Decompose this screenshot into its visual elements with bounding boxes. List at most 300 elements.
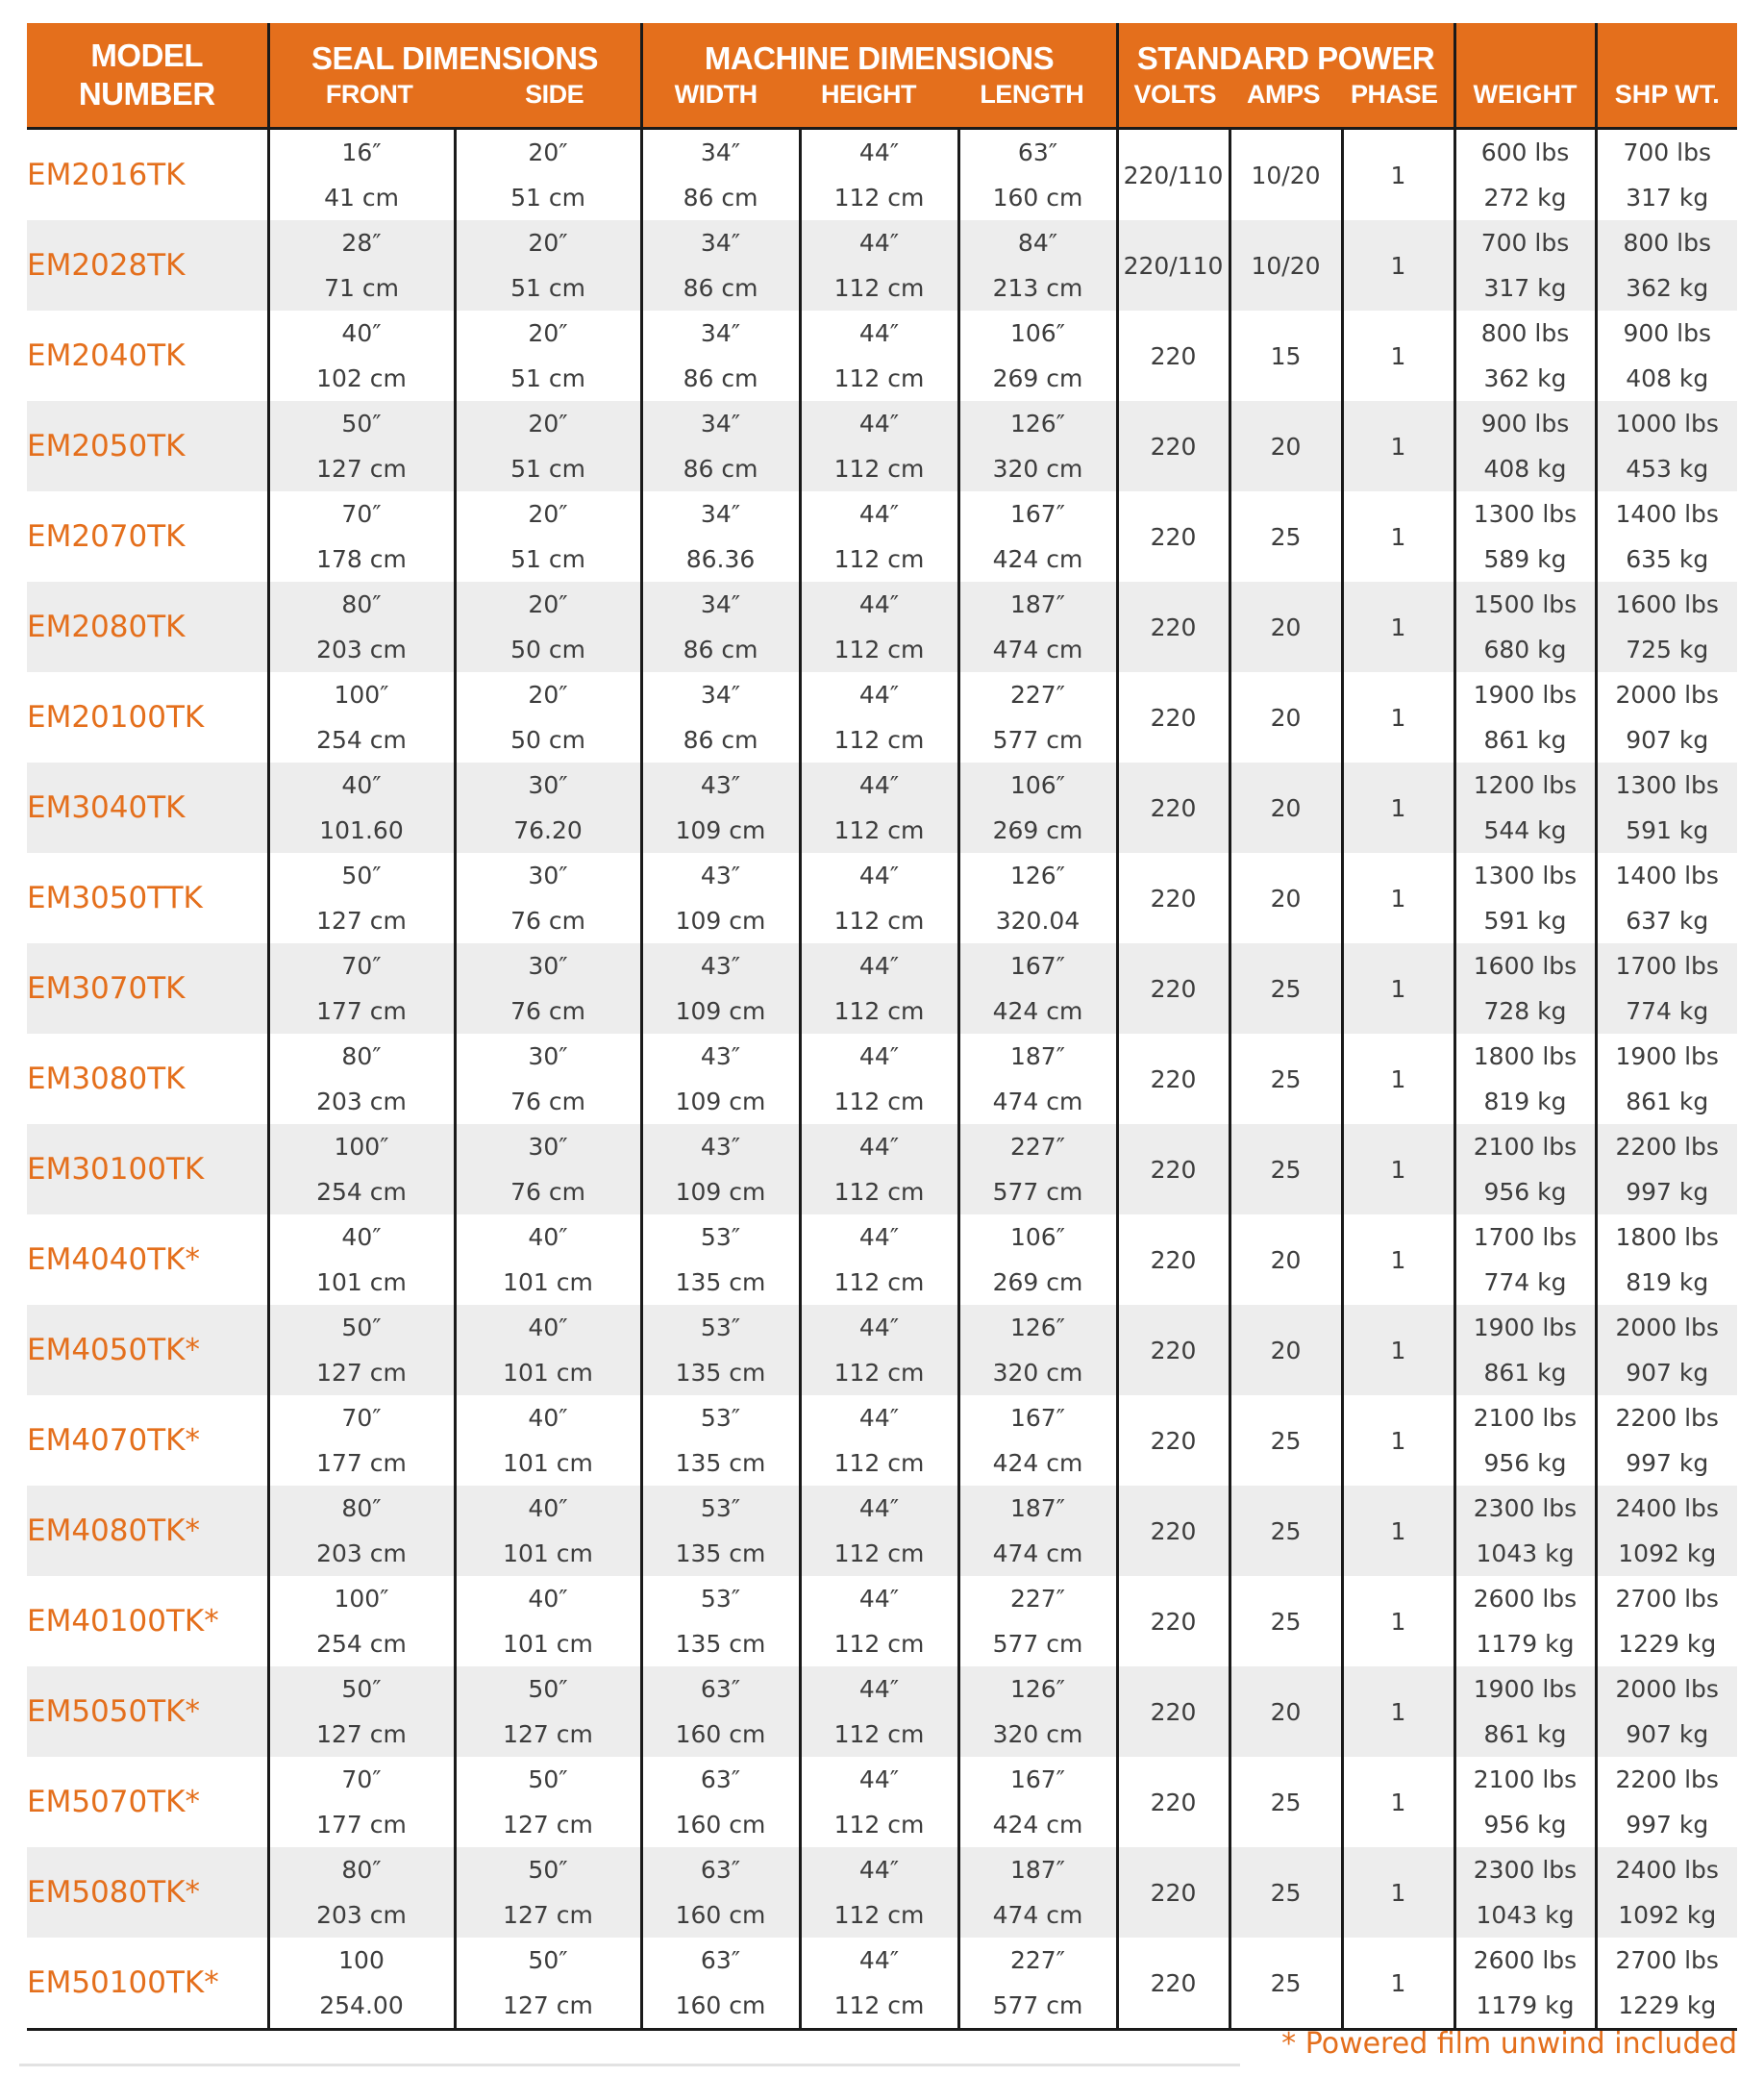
front-metric: 101 cm bbox=[316, 1268, 407, 1296]
side-cell bbox=[455, 1666, 641, 1757]
side-cell bbox=[455, 1938, 641, 2030]
side-metric: 51 cm bbox=[510, 545, 585, 573]
weight-lbs: 1600 lbs bbox=[1473, 952, 1578, 980]
ship-weight-kg: 362 kg bbox=[1626, 274, 1709, 302]
side-inches: 40″ bbox=[528, 1314, 568, 1341]
width-cell bbox=[641, 1938, 800, 2030]
height-cell bbox=[800, 1486, 958, 1576]
phase-cell: 1 bbox=[1342, 1395, 1454, 1486]
amps-cell: 20 bbox=[1230, 672, 1342, 763]
front-inches: 100″ bbox=[334, 1133, 389, 1161]
width-inches: 43″ bbox=[700, 771, 741, 799]
side-inches: 30″ bbox=[528, 952, 568, 980]
height-cell bbox=[800, 220, 958, 311]
side-cell bbox=[455, 1214, 641, 1305]
ship-weight-lbs: 2200 lbs bbox=[1615, 1133, 1719, 1161]
phase-cell: 1 bbox=[1342, 220, 1454, 311]
length-inches: 187″ bbox=[1009, 1494, 1066, 1522]
weight-cell bbox=[1454, 1395, 1596, 1486]
side-metric: 50 cm bbox=[510, 726, 585, 754]
front-cell bbox=[268, 1486, 455, 1576]
ship-weight-lbs: 1300 lbs bbox=[1615, 771, 1719, 799]
ship-weight-lbs: 2200 lbs bbox=[1615, 1765, 1719, 1793]
front-cell bbox=[268, 763, 455, 853]
weight-cell bbox=[1454, 943, 1596, 1034]
weight-kg: 317 kg bbox=[1483, 274, 1567, 302]
model-number-cell: EM30100TK bbox=[27, 1124, 268, 1214]
width-metric: 86 cm bbox=[683, 364, 758, 392]
ship-weight-lbs: 2000 lbs bbox=[1615, 1675, 1719, 1703]
front-metric: 254.00 bbox=[319, 1991, 404, 2019]
length-metric: 577 cm bbox=[992, 1630, 1083, 1658]
height-metric: 112 cm bbox=[833, 997, 925, 1025]
phase-cell: 1 bbox=[1342, 1034, 1454, 1124]
ship-weight-cell bbox=[1596, 672, 1737, 763]
side-inches: 40″ bbox=[528, 1585, 568, 1613]
model-number-cell: EM4080TK* bbox=[27, 1486, 268, 1576]
width-cell bbox=[641, 1214, 800, 1305]
weight-lbs: 2300 lbs bbox=[1473, 1856, 1578, 1884]
phase-cell: 1 bbox=[1342, 1666, 1454, 1757]
side-metric: 101 cm bbox=[503, 1539, 593, 1567]
weight-lbs: 2300 lbs bbox=[1473, 1494, 1578, 1522]
model-number-cell: EM2050TK bbox=[27, 401, 268, 491]
length-cell bbox=[958, 1847, 1117, 1938]
height-metric: 112 cm bbox=[833, 1449, 925, 1477]
model-number-cell: EM4050TK* bbox=[27, 1305, 268, 1395]
phase-cell: 1 bbox=[1342, 763, 1454, 853]
volts-cell: 220 bbox=[1117, 311, 1230, 401]
amps-cell: 20 bbox=[1230, 401, 1342, 491]
phase-cell: 1 bbox=[1342, 401, 1454, 491]
amps-cell: 25 bbox=[1230, 943, 1342, 1034]
width-cell bbox=[641, 1576, 800, 1666]
ship-weight-cell bbox=[1596, 1486, 1737, 1576]
weight-kg: 1179 kg bbox=[1476, 1630, 1575, 1658]
model-number-cell: EM40100TK* bbox=[27, 1576, 268, 1666]
ship-weight-cell bbox=[1596, 491, 1737, 582]
length-cell bbox=[958, 943, 1117, 1034]
length-inches: 167″ bbox=[1009, 1765, 1066, 1793]
width-inches: 63″ bbox=[700, 1675, 741, 1703]
length-cell bbox=[958, 582, 1117, 672]
side-metric: 51 cm bbox=[510, 364, 585, 392]
model-number-cell: EM20100TK bbox=[27, 672, 268, 763]
ship-weight-cell bbox=[1596, 1576, 1737, 1666]
width-cell bbox=[641, 582, 800, 672]
model-number-cell: EM5050TK* bbox=[27, 1666, 268, 1757]
ship-weight-lbs: 1800 lbs bbox=[1615, 1223, 1719, 1251]
amps-cell: 20 bbox=[1230, 1305, 1342, 1395]
front-inches: 100″ bbox=[334, 1585, 389, 1613]
weight-cell bbox=[1454, 582, 1596, 672]
ship-weight-kg: 907 kg bbox=[1626, 1359, 1709, 1387]
side-cell bbox=[455, 1305, 641, 1395]
width-cell bbox=[641, 763, 800, 853]
side-metric: 127 cm bbox=[503, 1901, 593, 1929]
height-metric: 112 cm bbox=[833, 816, 925, 844]
width-inches: 34″ bbox=[700, 229, 741, 257]
phase-cell: 1 bbox=[1342, 311, 1454, 401]
footnote: * Powered film unwind included bbox=[1281, 2027, 1737, 2061]
phase-cell: 1 bbox=[1342, 1938, 1454, 2030]
ship-weight-kg: 635 kg bbox=[1626, 545, 1709, 573]
front-metric: 127 cm bbox=[316, 455, 407, 483]
weight-cell bbox=[1454, 1847, 1596, 1938]
side-inches: 20″ bbox=[528, 681, 568, 709]
height-inches: 44″ bbox=[858, 1856, 900, 1884]
height-cell bbox=[800, 491, 958, 582]
weight-lbs: 1900 lbs bbox=[1473, 1675, 1578, 1703]
table-row bbox=[27, 1214, 1737, 1305]
side-cell bbox=[455, 491, 641, 582]
ship-weight-kg: 453 kg bbox=[1626, 455, 1709, 483]
ship-weight-lbs: 1900 lbs bbox=[1615, 1042, 1719, 1070]
ship-weight-lbs: 2400 lbs bbox=[1615, 1856, 1719, 1884]
front-metric: 102 cm bbox=[316, 364, 407, 392]
amps-cell: 25 bbox=[1230, 1124, 1342, 1214]
ship-weight-cell bbox=[1596, 220, 1737, 311]
height-inches: 44″ bbox=[858, 952, 900, 980]
width-cell bbox=[641, 129, 800, 221]
height-metric: 112 cm bbox=[833, 1901, 925, 1929]
weight-cell bbox=[1454, 1486, 1596, 1576]
weight-lbs: 1200 lbs bbox=[1473, 771, 1578, 799]
weight-cell bbox=[1454, 491, 1596, 582]
front-cell bbox=[268, 401, 455, 491]
header-power-volts: VOLTS bbox=[1133, 80, 1216, 109]
width-metric: 109 cm bbox=[675, 997, 766, 1025]
length-metric: 577 cm bbox=[992, 1991, 1083, 2019]
table-body bbox=[27, 129, 1737, 2030]
weight-cell bbox=[1454, 129, 1596, 221]
side-inches: 50″ bbox=[528, 1765, 568, 1793]
width-metric: 160 cm bbox=[675, 1720, 766, 1748]
volts-cell: 220 bbox=[1117, 1124, 1230, 1214]
header-standard-power bbox=[1117, 23, 1454, 129]
front-inches: 80″ bbox=[341, 1042, 382, 1070]
standard-power-title: STANDARD POWER bbox=[1136, 40, 1435, 76]
volts-cell: 220 bbox=[1117, 1666, 1230, 1757]
front-inches: 40″ bbox=[341, 1223, 382, 1251]
height-cell bbox=[800, 1666, 958, 1757]
width-metric: 135 cm bbox=[675, 1449, 766, 1477]
ship-weight-kg: 408 kg bbox=[1626, 364, 1709, 392]
phase-cell: 1 bbox=[1342, 943, 1454, 1034]
weight-cell bbox=[1454, 853, 1596, 943]
spec-table bbox=[27, 23, 1737, 2031]
height-inches: 44″ bbox=[858, 410, 900, 438]
side-cell bbox=[455, 1847, 641, 1938]
front-metric: 203 cm bbox=[316, 1901, 407, 1929]
side-inches: 20″ bbox=[528, 138, 568, 166]
front-cell bbox=[268, 220, 455, 311]
front-cell bbox=[268, 1938, 455, 2030]
width-inches: 34″ bbox=[700, 500, 741, 528]
phase-cell: 1 bbox=[1342, 853, 1454, 943]
width-cell bbox=[641, 1757, 800, 1847]
width-cell bbox=[641, 220, 800, 311]
side-cell bbox=[455, 401, 641, 491]
table-row bbox=[27, 401, 1737, 491]
side-metric: 76 cm bbox=[510, 1178, 585, 1206]
header-weight: WEIGHT bbox=[1454, 23, 1596, 129]
ship-weight-kg: 1092 kg bbox=[1618, 1539, 1717, 1567]
ship-weight-kg: 317 kg bbox=[1626, 184, 1709, 212]
weight-cell bbox=[1454, 1757, 1596, 1847]
length-cell bbox=[958, 1034, 1117, 1124]
table-row bbox=[27, 1847, 1737, 1938]
table-row bbox=[27, 491, 1737, 582]
width-metric: 86 cm bbox=[683, 184, 758, 212]
ship-weight-kg: 637 kg bbox=[1626, 907, 1709, 935]
ship-weight-lbs: 1400 lbs bbox=[1615, 500, 1719, 528]
front-metric: 254 cm bbox=[316, 1178, 407, 1206]
model-number-cell: EM3040TK bbox=[27, 763, 268, 853]
width-cell bbox=[641, 311, 800, 401]
side-inches: 30″ bbox=[528, 1042, 568, 1070]
ship-weight-cell bbox=[1596, 853, 1737, 943]
side-metric: 101 cm bbox=[503, 1449, 593, 1477]
weight-lbs: 2100 lbs bbox=[1473, 1133, 1578, 1161]
side-cell bbox=[455, 1395, 641, 1486]
width-metric: 160 cm bbox=[675, 1901, 766, 1929]
width-metric: 86 cm bbox=[683, 726, 758, 754]
side-metric: 51 cm bbox=[510, 274, 585, 302]
amps-cell: 10/20 bbox=[1230, 220, 1342, 311]
width-inches: 34″ bbox=[700, 681, 741, 709]
height-cell bbox=[800, 582, 958, 672]
front-inches: 80″ bbox=[341, 1856, 382, 1884]
front-metric: 177 cm bbox=[316, 1449, 407, 1477]
divider bbox=[19, 2064, 1240, 2066]
width-inches: 43″ bbox=[700, 1042, 741, 1070]
model-number-cell: EM2028TK bbox=[27, 220, 268, 311]
amps-cell: 25 bbox=[1230, 491, 1342, 582]
width-inches: 43″ bbox=[700, 1133, 741, 1161]
volts-cell: 220 bbox=[1117, 1395, 1230, 1486]
volts-cell: 220 bbox=[1117, 1034, 1230, 1124]
height-metric: 112 cm bbox=[833, 636, 925, 663]
weight-cell bbox=[1454, 1305, 1596, 1395]
height-inches: 44″ bbox=[858, 681, 900, 709]
volts-cell: 220 bbox=[1117, 401, 1230, 491]
front-metric: 177 cm bbox=[316, 1811, 407, 1839]
amps-cell: 20 bbox=[1230, 853, 1342, 943]
amps-cell: 25 bbox=[1230, 1938, 1342, 2030]
model-number-cell: EM3080TK bbox=[27, 1034, 268, 1124]
height-metric: 112 cm bbox=[833, 1991, 925, 2019]
weight-lbs: 2100 lbs bbox=[1473, 1404, 1578, 1432]
height-inches: 44″ bbox=[858, 1494, 900, 1522]
phase-cell: 1 bbox=[1342, 491, 1454, 582]
amps-cell: 25 bbox=[1230, 1847, 1342, 1938]
length-cell bbox=[958, 129, 1117, 221]
side-cell bbox=[455, 943, 641, 1034]
front-cell bbox=[268, 1305, 455, 1395]
length-cell bbox=[958, 1214, 1117, 1305]
length-metric: 424 cm bbox=[992, 997, 1083, 1025]
height-inches: 44″ bbox=[858, 1585, 900, 1613]
length-cell bbox=[958, 1576, 1117, 1666]
volts-cell: 220 bbox=[1117, 853, 1230, 943]
table-row bbox=[27, 1486, 1737, 1576]
weight-kg: 956 kg bbox=[1483, 1811, 1567, 1839]
weight-cell bbox=[1454, 672, 1596, 763]
ship-weight-kg: 1092 kg bbox=[1618, 1901, 1717, 1929]
phase-cell: 1 bbox=[1342, 1576, 1454, 1666]
front-inches: 70″ bbox=[341, 1765, 382, 1793]
amps-cell: 20 bbox=[1230, 1214, 1342, 1305]
front-cell bbox=[268, 1757, 455, 1847]
front-cell bbox=[268, 1395, 455, 1486]
front-inches: 80″ bbox=[341, 1494, 382, 1522]
weight-lbs: 900 lbs bbox=[1480, 410, 1570, 438]
side-inches: 50″ bbox=[528, 1675, 568, 1703]
height-cell bbox=[800, 1576, 958, 1666]
weight-kg: 544 kg bbox=[1483, 816, 1567, 844]
ship-weight-cell bbox=[1596, 1124, 1737, 1214]
phase-cell: 1 bbox=[1342, 582, 1454, 672]
length-inches: 227″ bbox=[1009, 1585, 1066, 1613]
height-inches: 44″ bbox=[858, 1133, 900, 1161]
weight-cell bbox=[1454, 1576, 1596, 1666]
side-cell bbox=[455, 1124, 641, 1214]
weight-cell bbox=[1454, 763, 1596, 853]
length-metric: 424 cm bbox=[992, 1811, 1083, 1839]
front-inches: 100 bbox=[338, 1946, 385, 1974]
table-row bbox=[27, 1395, 1737, 1486]
height-cell bbox=[800, 311, 958, 401]
weight-cell bbox=[1454, 401, 1596, 491]
side-metric: 51 cm bbox=[510, 184, 585, 212]
ship-weight-cell bbox=[1596, 763, 1737, 853]
width-inches: 63″ bbox=[700, 1765, 741, 1793]
length-inches: 106″ bbox=[1009, 771, 1066, 799]
height-metric: 112 cm bbox=[833, 1720, 925, 1748]
width-inches: 53″ bbox=[700, 1223, 741, 1251]
height-inches: 44″ bbox=[858, 1404, 900, 1432]
weight-kg: 1043 kg bbox=[1476, 1539, 1575, 1567]
front-cell bbox=[268, 311, 455, 401]
phase-cell: 1 bbox=[1342, 1305, 1454, 1395]
length-metric: 160 cm bbox=[992, 184, 1083, 212]
weight-kg: 680 kg bbox=[1483, 636, 1567, 663]
side-metric: 127 cm bbox=[503, 1991, 593, 2019]
weight-lbs: 1700 lbs bbox=[1473, 1223, 1578, 1251]
length-inches: 106″ bbox=[1009, 319, 1066, 347]
height-metric: 112 cm bbox=[833, 364, 925, 392]
side-metric: 76 cm bbox=[510, 907, 585, 935]
length-cell bbox=[958, 1757, 1117, 1847]
length-cell bbox=[958, 220, 1117, 311]
length-metric: 474 cm bbox=[992, 636, 1083, 663]
front-metric: 177 cm bbox=[316, 997, 407, 1025]
length-inches: 126″ bbox=[1009, 1314, 1066, 1341]
side-metric: 76 cm bbox=[510, 1088, 585, 1115]
weight-kg: 774 kg bbox=[1483, 1268, 1567, 1296]
side-inches: 30″ bbox=[528, 771, 568, 799]
volts-cell: 220/110 bbox=[1117, 129, 1230, 221]
ship-weight-cell bbox=[1596, 1305, 1737, 1395]
header-machine-height: HEIGHT bbox=[820, 80, 916, 109]
length-inches: 167″ bbox=[1009, 952, 1066, 980]
side-inches: 40″ bbox=[528, 1223, 568, 1251]
phase-cell: 1 bbox=[1342, 672, 1454, 763]
table-row bbox=[27, 1576, 1737, 1666]
side-cell bbox=[455, 220, 641, 311]
model-number-cell: EM5080TK* bbox=[27, 1847, 268, 1938]
ship-weight-kg: 997 kg bbox=[1626, 1449, 1709, 1477]
table-row bbox=[27, 1305, 1737, 1395]
length-inches: 126″ bbox=[1009, 862, 1066, 889]
volts-cell: 220 bbox=[1117, 582, 1230, 672]
width-metric: 135 cm bbox=[675, 1630, 766, 1658]
phase-cell: 1 bbox=[1342, 1486, 1454, 1576]
ship-weight-cell bbox=[1596, 582, 1737, 672]
model-number-cell: EM3070TK bbox=[27, 943, 268, 1034]
amps-cell: 20 bbox=[1230, 763, 1342, 853]
side-metric: 101 cm bbox=[503, 1630, 593, 1658]
length-cell bbox=[958, 1305, 1117, 1395]
height-cell bbox=[800, 401, 958, 491]
length-metric: 269 cm bbox=[992, 1268, 1083, 1296]
ship-weight-kg: 725 kg bbox=[1626, 636, 1709, 663]
ship-weight-lbs: 1700 lbs bbox=[1615, 952, 1719, 980]
amps-cell: 25 bbox=[1230, 1486, 1342, 1576]
side-inches: 40″ bbox=[528, 1494, 568, 1522]
height-cell bbox=[800, 1757, 958, 1847]
length-metric: 320 cm bbox=[992, 1720, 1083, 1748]
front-metric: 203 cm bbox=[316, 1088, 407, 1115]
side-metric: 50 cm bbox=[510, 636, 585, 663]
side-inches: 20″ bbox=[528, 500, 568, 528]
length-metric: 577 cm bbox=[992, 726, 1083, 754]
header-seal-side: SIDE bbox=[525, 80, 584, 109]
side-inches: 20″ bbox=[528, 229, 568, 257]
length-inches: 227″ bbox=[1009, 1946, 1066, 1974]
ship-weight-cell bbox=[1596, 129, 1737, 221]
volts-cell: 220 bbox=[1117, 672, 1230, 763]
ship-weight-kg: 861 kg bbox=[1626, 1088, 1709, 1115]
height-inches: 44″ bbox=[858, 862, 900, 889]
width-inches: 63″ bbox=[700, 1856, 741, 1884]
length-metric: 213 cm bbox=[992, 274, 1083, 302]
width-inches: 53″ bbox=[700, 1585, 741, 1613]
weight-lbs: 700 lbs bbox=[1480, 229, 1570, 257]
model-number-cell: EM2016TK bbox=[27, 129, 268, 221]
weight-kg: 589 kg bbox=[1483, 545, 1567, 573]
ship-weight-lbs: 700 lbs bbox=[1623, 138, 1711, 166]
table-row bbox=[27, 220, 1737, 311]
height-inches: 44″ bbox=[858, 1042, 900, 1070]
volts-cell: 220 bbox=[1117, 491, 1230, 582]
header-power-amps: AMPS bbox=[1246, 80, 1320, 109]
side-cell bbox=[455, 672, 641, 763]
volts-cell: 220 bbox=[1117, 1486, 1230, 1576]
side-cell bbox=[455, 582, 641, 672]
ship-weight-lbs: 1600 lbs bbox=[1615, 590, 1719, 618]
volts-cell: 220 bbox=[1117, 1757, 1230, 1847]
length-cell bbox=[958, 763, 1117, 853]
length-metric: 320 cm bbox=[992, 455, 1083, 483]
ship-weight-cell bbox=[1596, 1395, 1737, 1486]
weight-lbs: 1900 lbs bbox=[1473, 681, 1578, 709]
side-metric: 101 cm bbox=[503, 1359, 593, 1387]
width-metric: 135 cm bbox=[675, 1539, 766, 1567]
height-metric: 112 cm bbox=[833, 1630, 925, 1658]
width-cell bbox=[641, 401, 800, 491]
